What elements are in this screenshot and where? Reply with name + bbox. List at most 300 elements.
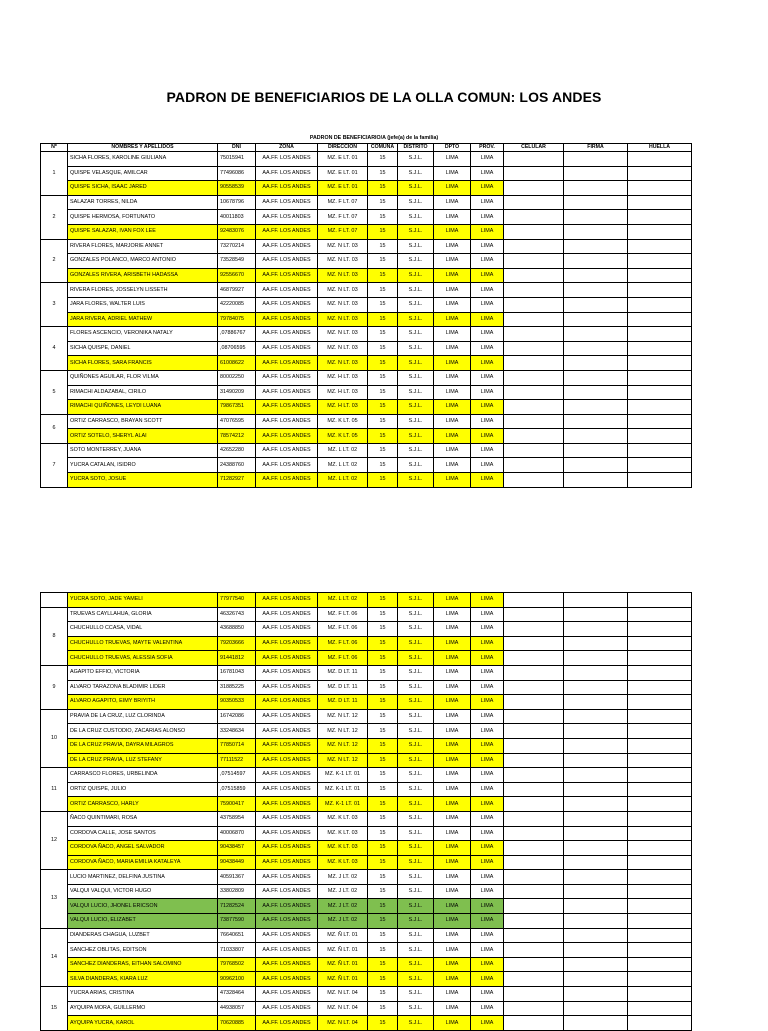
dni-cell: 46879927 xyxy=(218,283,256,298)
firma-cell xyxy=(564,1016,628,1031)
direccion-cell: MZ. J LT. 02 xyxy=(318,914,368,929)
firma-cell xyxy=(564,636,628,651)
name-cell: DE LA CRUZ PRAVIA, LUZ STEFANY xyxy=(68,753,218,768)
dni-cell: 92556670 xyxy=(218,268,256,283)
dpto-cell: LIMA xyxy=(434,928,471,943)
prov-cell: LIMA xyxy=(471,841,504,856)
celular-cell xyxy=(504,987,564,1002)
table-row xyxy=(41,607,692,622)
beneficiaries-table-page-1 xyxy=(40,143,692,488)
distrito-cell: S.J.L. xyxy=(398,429,434,444)
firma-cell xyxy=(564,327,628,342)
table-row xyxy=(41,841,692,856)
firma-cell xyxy=(564,651,628,666)
comuna-cell: 15 xyxy=(368,665,398,680)
distrito-cell: S.J.L. xyxy=(398,665,434,680)
huella-cell xyxy=(628,210,692,225)
prov-cell: LIMA xyxy=(471,768,504,783)
table-row xyxy=(41,414,692,429)
firma-cell xyxy=(564,473,628,488)
distrito-cell: S.J.L. xyxy=(398,443,434,458)
zona-cell: AA.FF. LOS ANDES xyxy=(256,1016,318,1031)
name-cell: SANCHEZ DIANDERAS, EITHAN SALOMINO xyxy=(68,957,218,972)
prov-cell: LIMA xyxy=(471,593,504,608)
table-row xyxy=(41,797,692,812)
firma-cell xyxy=(564,593,628,608)
zona-cell: AA.FF. LOS ANDES xyxy=(256,473,318,488)
distrito-cell: S.J.L. xyxy=(398,312,434,327)
dni-cell: 75900417 xyxy=(218,797,256,812)
direccion-cell: MZ. K LT. 05 xyxy=(318,429,368,444)
dni-cell: 61008622 xyxy=(218,356,256,371)
dni-cell: 71033807 xyxy=(218,943,256,958)
distrito-cell: S.J.L. xyxy=(398,914,434,929)
celular-cell xyxy=(504,195,564,210)
name-cell: QUISPE HERMOSA, FORTUNATO xyxy=(68,210,218,225)
direccion-cell: MZ. K LT. 03 xyxy=(318,811,368,826)
name-cell: RIVERA FLORES, MARJORIE ANNET xyxy=(68,239,218,254)
table-row xyxy=(41,665,692,680)
celular-cell xyxy=(504,884,564,899)
firma-cell xyxy=(564,709,628,724)
dpto-cell: LIMA xyxy=(434,268,471,283)
firma-cell xyxy=(564,884,628,899)
firma-cell xyxy=(564,385,628,400)
distrito-cell: S.J.L. xyxy=(398,957,434,972)
dni-cell: 44938057 xyxy=(218,1001,256,1016)
distrito-cell: S.J.L. xyxy=(398,782,434,797)
table-row xyxy=(41,327,692,342)
direccion-cell: MZ. F LT. 07 xyxy=(318,210,368,225)
celular-cell xyxy=(504,210,564,225)
zona-cell: AA.FF. LOS ANDES xyxy=(256,651,318,666)
huella-cell xyxy=(628,458,692,473)
firma-cell xyxy=(564,665,628,680)
firma-cell xyxy=(564,782,628,797)
direccion-cell: MZ. K-1 LT. 01 xyxy=(318,797,368,812)
prov-cell: LIMA xyxy=(471,429,504,444)
comuna-cell: 15 xyxy=(368,327,398,342)
dpto-cell: LIMA xyxy=(434,811,471,826)
family-number: 3 xyxy=(41,283,68,327)
column-header: DNI xyxy=(218,144,256,152)
zona-cell: AA.FF. LOS ANDES xyxy=(256,987,318,1002)
huella-cell xyxy=(628,768,692,783)
firma-cell xyxy=(564,370,628,385)
dpto-cell: LIMA xyxy=(434,753,471,768)
name-cell: FLORES ASCENCIO, VERONIKA NATALY xyxy=(68,327,218,342)
dni-cell: 43688850 xyxy=(218,622,256,637)
dni-cell: 42220085 xyxy=(218,297,256,312)
distrito-cell: S.J.L. xyxy=(398,239,434,254)
distrito-cell: S.J.L. xyxy=(398,943,434,958)
comuna-cell: 15 xyxy=(368,283,398,298)
zona-cell: AA.FF. LOS ANDES xyxy=(256,622,318,637)
table-row xyxy=(41,914,692,929)
prov-cell: LIMA xyxy=(471,987,504,1002)
dpto-cell: LIMA xyxy=(434,943,471,958)
table-row xyxy=(41,224,692,239)
dni-cell: 90438457 xyxy=(218,841,256,856)
prov-cell: LIMA xyxy=(471,210,504,225)
dpto-cell: LIMA xyxy=(434,458,471,473)
dpto-cell: LIMA xyxy=(434,312,471,327)
comuna-cell: 15 xyxy=(368,1001,398,1016)
name-cell: GONZALES RIVERA, ARISBETH HADASSA xyxy=(68,268,218,283)
firma-cell xyxy=(564,239,628,254)
prov-cell: LIMA xyxy=(471,152,504,167)
zona-cell: AA.FF. LOS ANDES xyxy=(256,665,318,680)
dni-cell: 78574212 xyxy=(218,429,256,444)
huella-cell xyxy=(628,239,692,254)
prov-cell: LIMA xyxy=(471,782,504,797)
name-cell: AYQUIPA MORA, GUILLERMO xyxy=(68,1001,218,1016)
huella-cell xyxy=(628,695,692,710)
dni-cell: 40591367 xyxy=(218,870,256,885)
table-row xyxy=(41,709,692,724)
firma-cell xyxy=(564,181,628,196)
dpto-cell: LIMA xyxy=(434,651,471,666)
distrito-cell: S.J.L. xyxy=(398,724,434,739)
table-row xyxy=(41,1001,692,1016)
prov-cell: LIMA xyxy=(471,268,504,283)
prov-cell: LIMA xyxy=(471,680,504,695)
comuna-cell: 15 xyxy=(368,297,398,312)
family-number: 9 xyxy=(41,665,68,709)
firma-cell xyxy=(564,458,628,473)
prov-cell: LIMA xyxy=(471,166,504,181)
zona-cell: AA.FF. LOS ANDES xyxy=(256,928,318,943)
table-row xyxy=(41,622,692,637)
distrito-cell: S.J.L. xyxy=(398,283,434,298)
distrito-cell: S.J.L. xyxy=(398,166,434,181)
dpto-cell: LIMA xyxy=(434,870,471,885)
celular-cell xyxy=(504,327,564,342)
dpto-cell: LIMA xyxy=(434,254,471,269)
direccion-cell: MZ. D LT. 11 xyxy=(318,695,368,710)
comuna-cell: 15 xyxy=(368,312,398,327)
direccion-cell: MZ. N LT. 03 xyxy=(318,254,368,269)
dpto-cell: LIMA xyxy=(434,152,471,167)
comuna-cell: 15 xyxy=(368,753,398,768)
name-cell: AYQUIPA YUCRA, KAROL xyxy=(68,1016,218,1031)
firma-cell xyxy=(564,972,628,987)
celular-cell xyxy=(504,709,564,724)
celular-cell xyxy=(504,636,564,651)
table-row xyxy=(41,254,692,269)
dni-cell: 77850714 xyxy=(218,738,256,753)
direccion-cell: MZ. E LT. 01 xyxy=(318,166,368,181)
zona-cell: AA.FF. LOS ANDES xyxy=(256,443,318,458)
direccion-cell: MZ. N LT. 03 xyxy=(318,341,368,356)
zona-cell: AA.FF. LOS ANDES xyxy=(256,210,318,225)
column-header: Nº xyxy=(41,144,68,152)
direccion-cell: MZ. N LT. 03 xyxy=(318,283,368,298)
zona-cell: AA.FF. LOS ANDES xyxy=(256,283,318,298)
family-number xyxy=(41,593,68,608)
zona-cell: AA.FF. LOS ANDES xyxy=(256,607,318,622)
table-row xyxy=(41,738,692,753)
zona-cell: AA.FF. LOS ANDES xyxy=(256,181,318,196)
firma-cell xyxy=(564,224,628,239)
distrito-cell: S.J.L. xyxy=(398,899,434,914)
comuna-cell: 15 xyxy=(368,400,398,415)
prov-cell: LIMA xyxy=(471,651,504,666)
dni-cell: 71282927 xyxy=(218,473,256,488)
huella-cell xyxy=(628,400,692,415)
distrito-cell: S.J.L. xyxy=(398,458,434,473)
dpto-cell: LIMA xyxy=(434,826,471,841)
name-cell: DE LA CRUZ CUSTODIO, ZACARIAS ALONSO xyxy=(68,724,218,739)
dpto-cell: LIMA xyxy=(434,607,471,622)
prov-cell: LIMA xyxy=(471,1001,504,1016)
zona-cell: AA.FF. LOS ANDES xyxy=(256,841,318,856)
comuna-cell: 15 xyxy=(368,987,398,1002)
celular-cell xyxy=(504,738,564,753)
prov-cell: LIMA xyxy=(471,855,504,870)
table-row xyxy=(41,268,692,283)
direccion-cell: MZ. N LT. 12 xyxy=(318,753,368,768)
family-number: 14 xyxy=(41,928,68,986)
huella-cell xyxy=(628,152,692,167)
dpto-cell: LIMA xyxy=(434,841,471,856)
celular-cell xyxy=(504,782,564,797)
zona-cell: AA.FF. LOS ANDES xyxy=(256,811,318,826)
dni-cell: 73877590 xyxy=(218,914,256,929)
column-header: PROV. xyxy=(471,144,504,152)
column-header: HUELLA xyxy=(628,144,692,152)
dpto-cell: LIMA xyxy=(434,385,471,400)
celular-cell xyxy=(504,152,564,167)
firma-cell xyxy=(564,695,628,710)
family-number: 2 xyxy=(41,239,68,283)
zona-cell: AA.FF. LOS ANDES xyxy=(256,636,318,651)
comuna-cell: 15 xyxy=(368,356,398,371)
direccion-cell: MZ. H LT. 03 xyxy=(318,370,368,385)
name-cell: PRAVIA DE LA CRUZ, LUZ CLORINDA xyxy=(68,709,218,724)
dpto-cell: LIMA xyxy=(434,1001,471,1016)
huella-cell xyxy=(628,1016,692,1031)
huella-cell xyxy=(628,811,692,826)
name-cell: QUIÑONES AGUILAR, FLOR VILMA xyxy=(68,370,218,385)
celular-cell xyxy=(504,724,564,739)
celular-cell xyxy=(504,972,564,987)
comuna-cell: 15 xyxy=(368,224,398,239)
dpto-cell: LIMA xyxy=(434,195,471,210)
dni-cell: 24388760 xyxy=(218,458,256,473)
zona-cell: AA.FF. LOS ANDES xyxy=(256,943,318,958)
distrito-cell: S.J.L. xyxy=(398,1001,434,1016)
prov-cell: LIMA xyxy=(471,622,504,637)
name-cell: ORTIZ CARRASCO, BRAYAN SCOTT xyxy=(68,414,218,429)
dpto-cell: LIMA xyxy=(434,443,471,458)
table-row xyxy=(41,593,692,608)
comuna-cell: 15 xyxy=(368,458,398,473)
name-cell: QUISPE SALAZAR, IVAN FOX LEE xyxy=(68,224,218,239)
dpto-cell: LIMA xyxy=(434,680,471,695)
comuna-cell: 15 xyxy=(368,651,398,666)
huella-cell xyxy=(628,753,692,768)
prov-cell: LIMA xyxy=(471,870,504,885)
celular-cell xyxy=(504,312,564,327)
firma-cell xyxy=(564,768,628,783)
dni-cell: ,07515859 xyxy=(218,782,256,797)
zona-cell: AA.FF. LOS ANDES xyxy=(256,312,318,327)
name-cell: CORDOVA CALLE, JOSE SANTOS xyxy=(68,826,218,841)
dpto-cell: LIMA xyxy=(434,695,471,710)
celular-cell xyxy=(504,622,564,637)
comuna-cell: 15 xyxy=(368,593,398,608)
comuna-cell: 15 xyxy=(368,1016,398,1031)
prov-cell: LIMA xyxy=(471,473,504,488)
firma-cell xyxy=(564,870,628,885)
celular-cell xyxy=(504,341,564,356)
celular-cell xyxy=(504,473,564,488)
prov-cell: LIMA xyxy=(471,1016,504,1031)
dni-cell: 79867351 xyxy=(218,400,256,415)
table-row xyxy=(41,473,692,488)
zona-cell: AA.FF. LOS ANDES xyxy=(256,914,318,929)
celular-cell xyxy=(504,695,564,710)
direccion-cell: MZ. Ñ LT. 01 xyxy=(318,943,368,958)
distrito-cell: S.J.L. xyxy=(398,327,434,342)
celular-cell xyxy=(504,283,564,298)
direccion-cell: MZ. N LT. 04 xyxy=(318,1001,368,1016)
distrito-cell: S.J.L. xyxy=(398,607,434,622)
dni-cell: 77496086 xyxy=(218,166,256,181)
celular-cell xyxy=(504,224,564,239)
name-cell: VALQUI LUCIO, JHONEL ERICSON xyxy=(68,899,218,914)
table-row xyxy=(41,943,692,958)
dpto-cell: LIMA xyxy=(434,855,471,870)
dni-cell: 70620885 xyxy=(218,1016,256,1031)
table-row xyxy=(41,341,692,356)
distrito-cell: S.J.L. xyxy=(398,695,434,710)
family-number: 13 xyxy=(41,870,68,928)
name-cell: YUCRA SOTO, JADE YAMELI xyxy=(68,593,218,608)
firma-cell xyxy=(564,312,628,327)
zona-cell: AA.FF. LOS ANDES xyxy=(256,414,318,429)
direccion-cell: MZ. L LT. 02 xyxy=(318,473,368,488)
celular-cell xyxy=(504,914,564,929)
dni-cell: 79784075 xyxy=(218,312,256,327)
direccion-cell: MZ. E LT. 01 xyxy=(318,152,368,167)
huella-cell xyxy=(628,1001,692,1016)
name-cell: SICHA FLORES, SARA FRANCIS xyxy=(68,356,218,371)
firma-cell xyxy=(564,811,628,826)
comuna-cell: 15 xyxy=(368,709,398,724)
dni-cell: ,07886767 xyxy=(218,327,256,342)
prov-cell: LIMA xyxy=(471,724,504,739)
table-row xyxy=(41,636,692,651)
distrito-cell: S.J.L. xyxy=(398,356,434,371)
direccion-cell: MZ. N LT. 12 xyxy=(318,738,368,753)
zona-cell: AA.FF. LOS ANDES xyxy=(256,458,318,473)
direccion-cell: MZ. F LT. 07 xyxy=(318,224,368,239)
firma-cell xyxy=(564,855,628,870)
direccion-cell: MZ. K LT. 05 xyxy=(318,414,368,429)
huella-cell xyxy=(628,254,692,269)
prov-cell: LIMA xyxy=(471,695,504,710)
celular-cell xyxy=(504,928,564,943)
zona-cell: AA.FF. LOS ANDES xyxy=(256,385,318,400)
firma-cell xyxy=(564,826,628,841)
direccion-cell: MZ. K-1 LT. 01 xyxy=(318,768,368,783)
dpto-cell: LIMA xyxy=(434,709,471,724)
family-number: 11 xyxy=(41,768,68,812)
celular-cell xyxy=(504,651,564,666)
firma-cell xyxy=(564,356,628,371)
distrito-cell: S.J.L. xyxy=(398,414,434,429)
zona-cell: AA.FF. LOS ANDES xyxy=(256,327,318,342)
document-title: PADRON DE BENEFICIARIOS DE LA OLLA COMUN: LOS ANDES xyxy=(166,89,602,105)
huella-cell xyxy=(628,283,692,298)
prov-cell: LIMA xyxy=(471,254,504,269)
firma-cell xyxy=(564,443,628,458)
name-cell: VALQUI LUCIO, ELIZABET xyxy=(68,914,218,929)
zona-cell: AA.FF. LOS ANDES xyxy=(256,429,318,444)
direccion-cell: MZ. L LT. 02 xyxy=(318,443,368,458)
huella-cell xyxy=(628,327,692,342)
direccion-cell: MZ. N LT. 03 xyxy=(318,239,368,254)
huella-cell xyxy=(628,826,692,841)
comuna-cell: 15 xyxy=(368,724,398,739)
column-header: NOMBRES Y APELLIDOS xyxy=(68,144,218,152)
comuna-cell: 15 xyxy=(368,738,398,753)
comuna-cell: 15 xyxy=(368,210,398,225)
table-row xyxy=(41,443,692,458)
huella-cell xyxy=(628,841,692,856)
table-header-row xyxy=(41,144,692,152)
family-number: 5 xyxy=(41,370,68,414)
direccion-cell: MZ. Ñ LT. 01 xyxy=(318,928,368,943)
name-cell: YUCRA SOTO, JOSUE xyxy=(68,473,218,488)
dni-cell: 71282524 xyxy=(218,899,256,914)
family-number: 10 xyxy=(41,709,68,767)
family-number: 6 xyxy=(41,414,68,443)
family-number: 7 xyxy=(41,443,68,487)
direccion-cell: MZ. L LT. 02 xyxy=(318,458,368,473)
table-row xyxy=(41,166,692,181)
direccion-cell: MZ. F LT. 06 xyxy=(318,651,368,666)
firma-cell xyxy=(564,400,628,415)
dni-cell: 79768502 xyxy=(218,957,256,972)
table-row xyxy=(41,899,692,914)
distrito-cell: S.J.L. xyxy=(398,593,434,608)
celular-cell xyxy=(504,870,564,885)
table-row xyxy=(41,651,692,666)
table-row xyxy=(41,724,692,739)
dni-cell: 47076595 xyxy=(218,414,256,429)
dpto-cell: LIMA xyxy=(434,899,471,914)
table-row xyxy=(41,972,692,987)
prov-cell: LIMA xyxy=(471,607,504,622)
table-row xyxy=(41,855,692,870)
zona-cell: AA.FF. LOS ANDES xyxy=(256,899,318,914)
zona-cell: AA.FF. LOS ANDES xyxy=(256,400,318,415)
celular-cell xyxy=(504,370,564,385)
direccion-cell: MZ. J LT. 02 xyxy=(318,884,368,899)
distrito-cell: S.J.L. xyxy=(398,680,434,695)
zona-cell: AA.FF. LOS ANDES xyxy=(256,884,318,899)
zona-cell: AA.FF. LOS ANDES xyxy=(256,239,318,254)
direccion-cell: MZ. N LT. 12 xyxy=(318,709,368,724)
name-cell: RIMACHI QUIÑONES, LEYDI LUANA xyxy=(68,400,218,415)
dpto-cell: LIMA xyxy=(434,1016,471,1031)
huella-cell xyxy=(628,385,692,400)
distrito-cell: S.J.L. xyxy=(398,738,434,753)
table-row xyxy=(41,680,692,695)
